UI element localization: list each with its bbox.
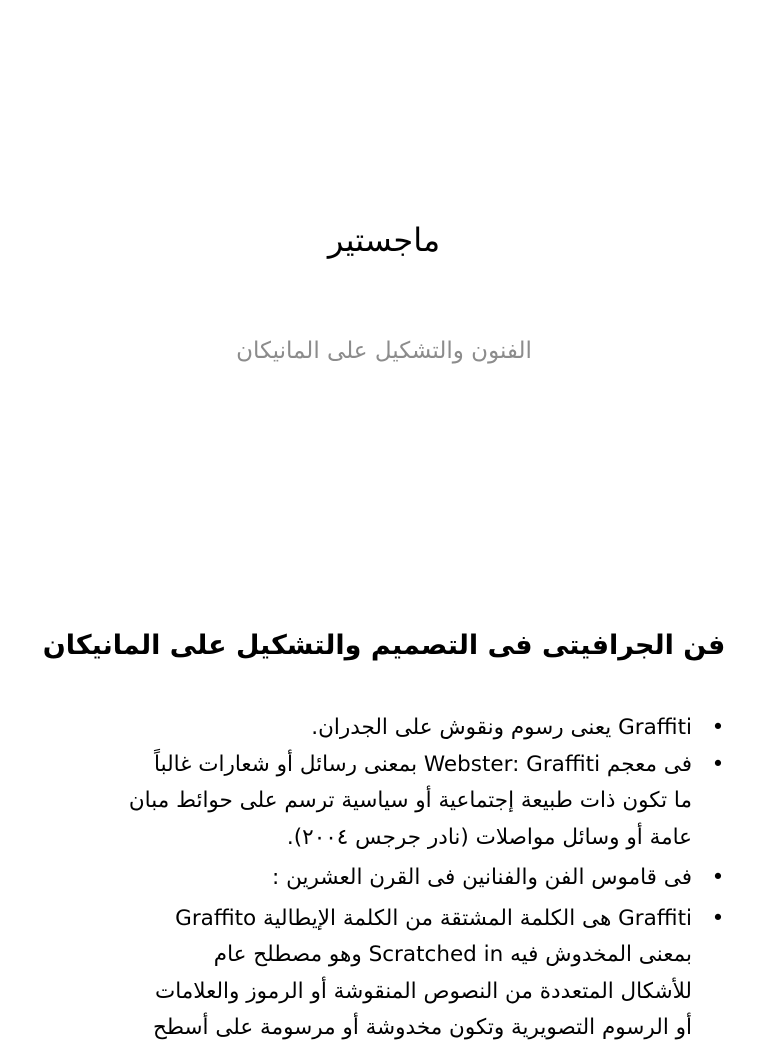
bullet-item <box>38 710 728 747</box>
bullet-icon: • <box>711 905 725 931</box>
bullet-line: فى معجم Webster: Graffiti بمعنى رسائل أو شعارات غالباً <box>154 751 692 777</box>
bullet-item <box>38 747 728 857</box>
bullet-line: ما تكون ذات طبيعة إجتماعية أو سياسية ترسم على حوائط مبان <box>128 788 692 813</box>
bullet-icon: • <box>711 751 725 777</box>
bullet-line: عامة أو وسائل مواصلات (نادر جرجس ٢٠٠٤). <box>286 824 692 850</box>
bullet-line: فى قاموس الفن والفنانين فى القرن العشرين : <box>272 865 692 890</box>
bullet-line: Graffiti يعنى رسوم ونقوش على الجدران. <box>311 715 692 740</box>
section-heading: فن الجرافيتى فى التصميم والتشكيل على المانيكان <box>42 630 726 661</box>
bullet-line: للأشكال المتعددة من النصوص المنقوشة أو الرموز والعلامات <box>155 978 692 1004</box>
slide-title: ماجستير <box>327 221 441 259</box>
bullet-icon: • <box>711 865 725 890</box>
bullet-line: Graffiti هى الكلمة المشتقة من الكلمة الإيطالية Graffito <box>175 905 692 931</box>
bullet-item <box>38 860 728 897</box>
bullet-line: بمعنى المخدوش فيه Scratched in وهو مصطلح عام <box>213 942 692 967</box>
bullet-line: أو الرسوم التصويرية وتكون مخدوشة أو مرسومة على أسطح <box>153 1015 692 1040</box>
slide-subtitle: الفنون والتشكيل على المانيكان <box>236 338 532 364</box>
bullet-item <box>38 901 728 1047</box>
bullet-list <box>38 710 728 1047</box>
bullet-icon: • <box>711 715 725 740</box>
